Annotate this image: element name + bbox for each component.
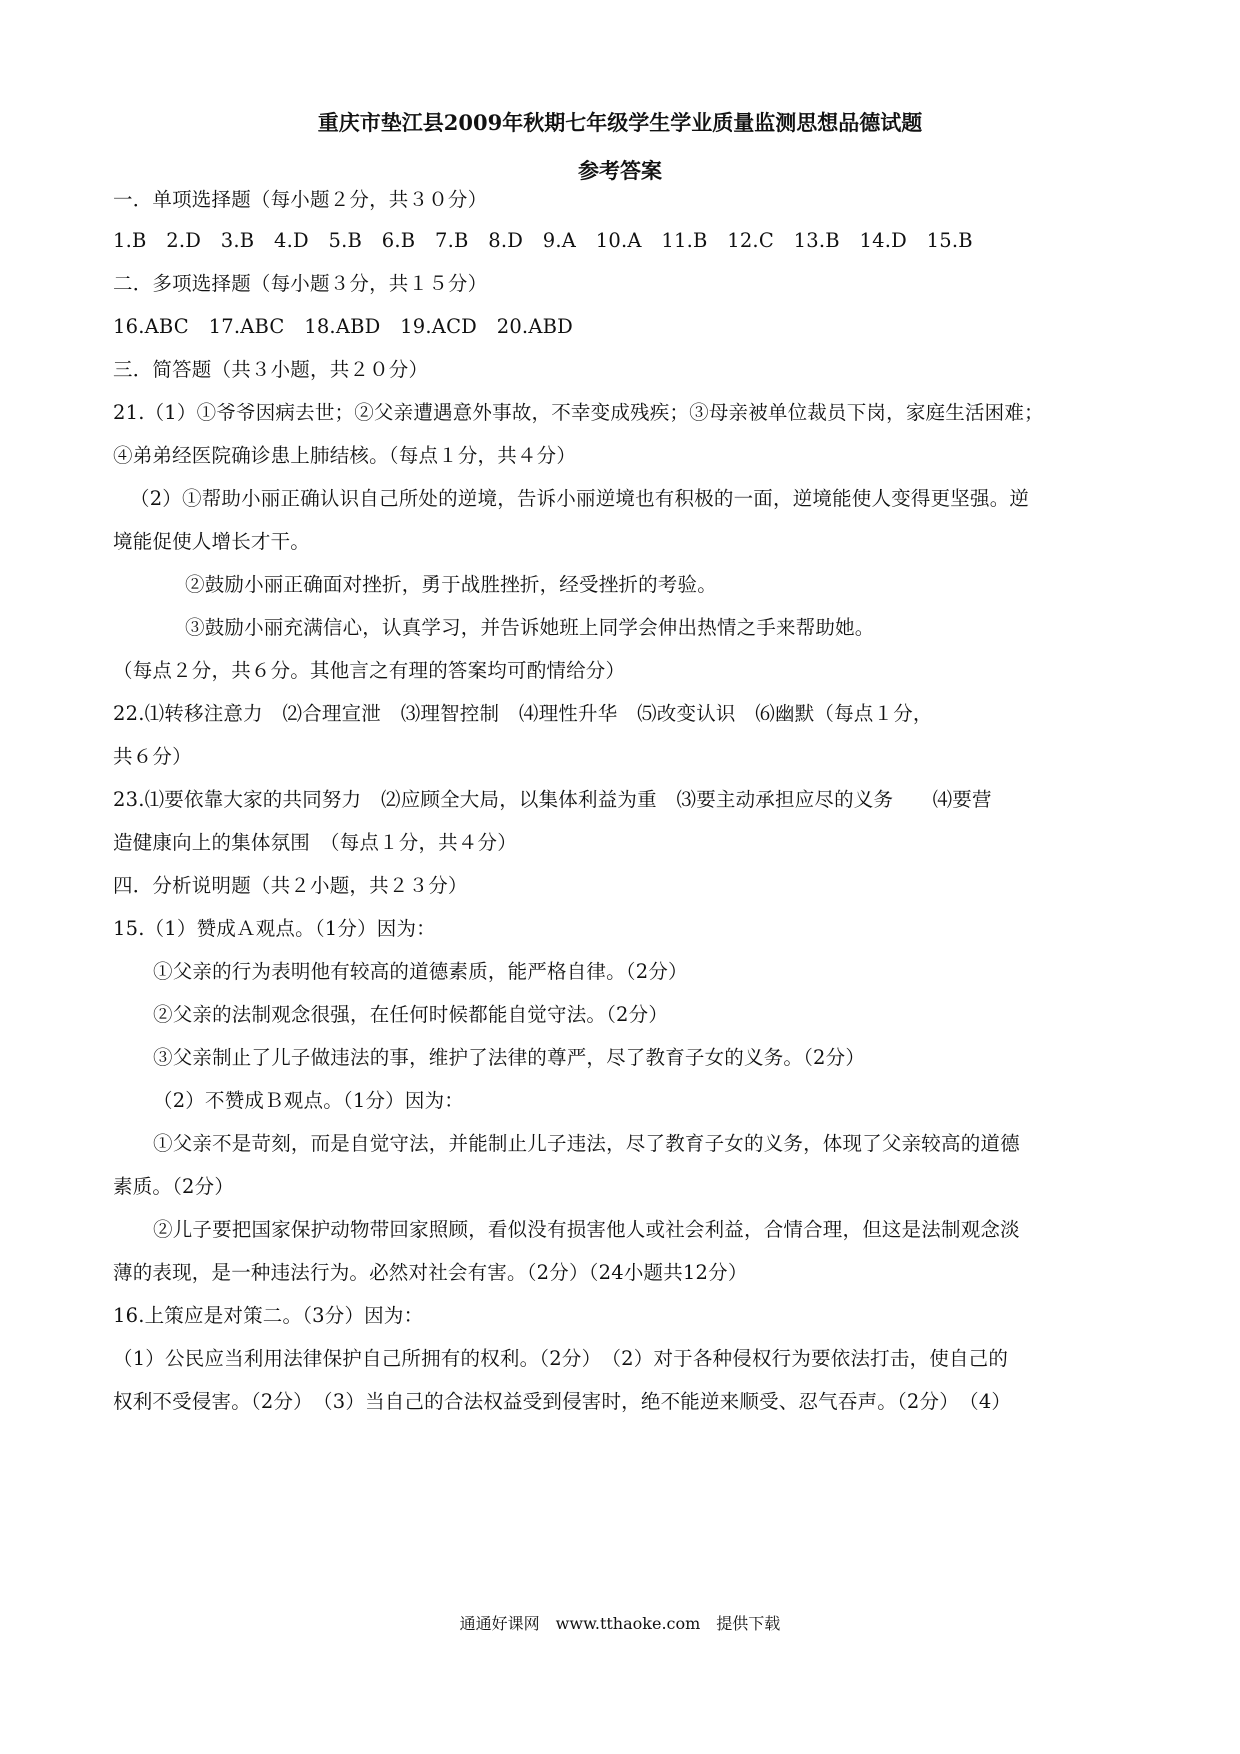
answer-15-part1-heading: 15.（1）赞成Ａ观点。（1分）因为： bbox=[113, 917, 436, 940]
section-heading-multiple-choice: 二．多项选择题（每小题３分，共１５分） bbox=[113, 272, 488, 295]
answer-21-part2-point2: ②鼓励小丽正确面对挫折，勇于战胜挫折，经受挫折的考验。 bbox=[185, 573, 717, 596]
answer-15-part2-heading: （2）不赞成Ｂ观点。（1分）因为： bbox=[153, 1089, 464, 1112]
section-heading-short-answer: 三．简答题（共３小题，共２０分） bbox=[113, 358, 429, 381]
document-title: 重庆市垫江县2009年秋期七年级学生学业质量监测思想品德试题 bbox=[317, 110, 923, 135]
answer-22-line1: 22.⑴转移注意力 ⑵合理宣泄 ⑶理智控制 ⑷理性升华 ⑸改变认识 ⑹幽默（每点１分， bbox=[113, 702, 933, 725]
answer-21-part1-line1: 21.（1）①爷爷因病去世；②父亲遭遇意外事故，不幸变成残疾；③母亲被单位裁员下岗，家庭生活困难； bbox=[113, 401, 1044, 424]
answer-15-part2-point1-line2: 素质。（2分） bbox=[113, 1175, 235, 1198]
answers-multiple-choice: 16.ABC 17.ABC 18.ABD 19.ACD 20.ABD bbox=[113, 315, 573, 338]
answer-15-part2-point2-line2: 薄的表现，是一种违法行为。必然对社会有害。（2分）（24小题共12分） bbox=[113, 1261, 748, 1284]
answer-21-part2-point3: ③鼓励小丽充满信心，认真学习，并告诉她班上同学会伸出热情之手来帮助她。 bbox=[185, 616, 875, 639]
answer-15-part2-point2-line1: ②儿子要把国家保护动物带回家照顾，看似没有损害他人或社会利益，合情合理，但这是法制观念淡 bbox=[153, 1218, 1020, 1241]
section-heading-analysis: 四．分析说明题（共２小题，共２３分） bbox=[113, 874, 468, 897]
page-footer: 通通好课网 www.tthaoke.com 提供下载 bbox=[459, 1614, 781, 1633]
answer-22-line2: 共６分） bbox=[113, 745, 192, 768]
answer-23-line2: 造健康向上的集体氛围 （每点１分，共４分） bbox=[113, 831, 517, 854]
answer-23-line1: 23.⑴要依靠大家的共同努力 ⑵应顾全大局，以集体利益为重 ⑶要主动承担应尽的义务 ⑷要营 bbox=[113, 788, 992, 811]
document-subtitle: 参考答案 bbox=[578, 158, 662, 183]
answer-21-part2-line2: 境能促使人增长才干。 bbox=[113, 530, 311, 553]
answer-15-part2-point1-line1: ①父亲不是苛刻，而是自觉守法，并能制止儿子违法，尽了教育子女的义务，体现了父亲较高的道德 bbox=[153, 1132, 1020, 1155]
answer-21-scoring-note: （每点２分，共６分。其他言之有理的答案均可酌情给分） bbox=[113, 659, 626, 682]
answer-16-line1: （1）公民应当利用法律保护自己所拥有的权利。（2分） （2）对于各种侵权行为要依法打击，使自己的 bbox=[113, 1347, 1009, 1370]
answer-16-line2: 权利不受侵害。（2分） （3）当自己的合法权益受到侵害时，绝不能逆来顺受、忍气吞声。（2分） （4） bbox=[113, 1390, 1012, 1413]
section-heading-single-choice: 一．单项选择题（每小题２分，共３０分） bbox=[113, 188, 488, 211]
answer-15-part1-point1: ①父亲的行为表明他有较高的道德素质，能严格自律。（2分） bbox=[153, 960, 688, 983]
answers-single-choice: 1.B 2.D 3.B 4.D 5.B 6.B 7.B 8.D 9.A 10.A 11.B 12.C 13.B 14.D 15.B bbox=[113, 229, 973, 252]
answer-21-part2-line1: （2）①帮助小丽正确认识自己所处的逆境，告诉小丽逆境也有积极的一面，逆境能使人变得更坚强。逆 bbox=[130, 487, 1030, 510]
answer-15-part1-point2: ②父亲的法制观念很强，在任何时候都能自觉守法。（2分） bbox=[153, 1003, 669, 1026]
answer-16-heading: 16.上策应是对策二。（3分）因为： bbox=[113, 1304, 424, 1327]
answer-15-part1-point3: ③父亲制止了儿子做违法的事，维护了法律的尊严，尽了教育子女的义务。（2分） bbox=[153, 1046, 866, 1069]
answer-21-part1-line2: ④弟弟经医院确诊患上肺结核。（每点１分，共４分） bbox=[113, 444, 577, 467]
